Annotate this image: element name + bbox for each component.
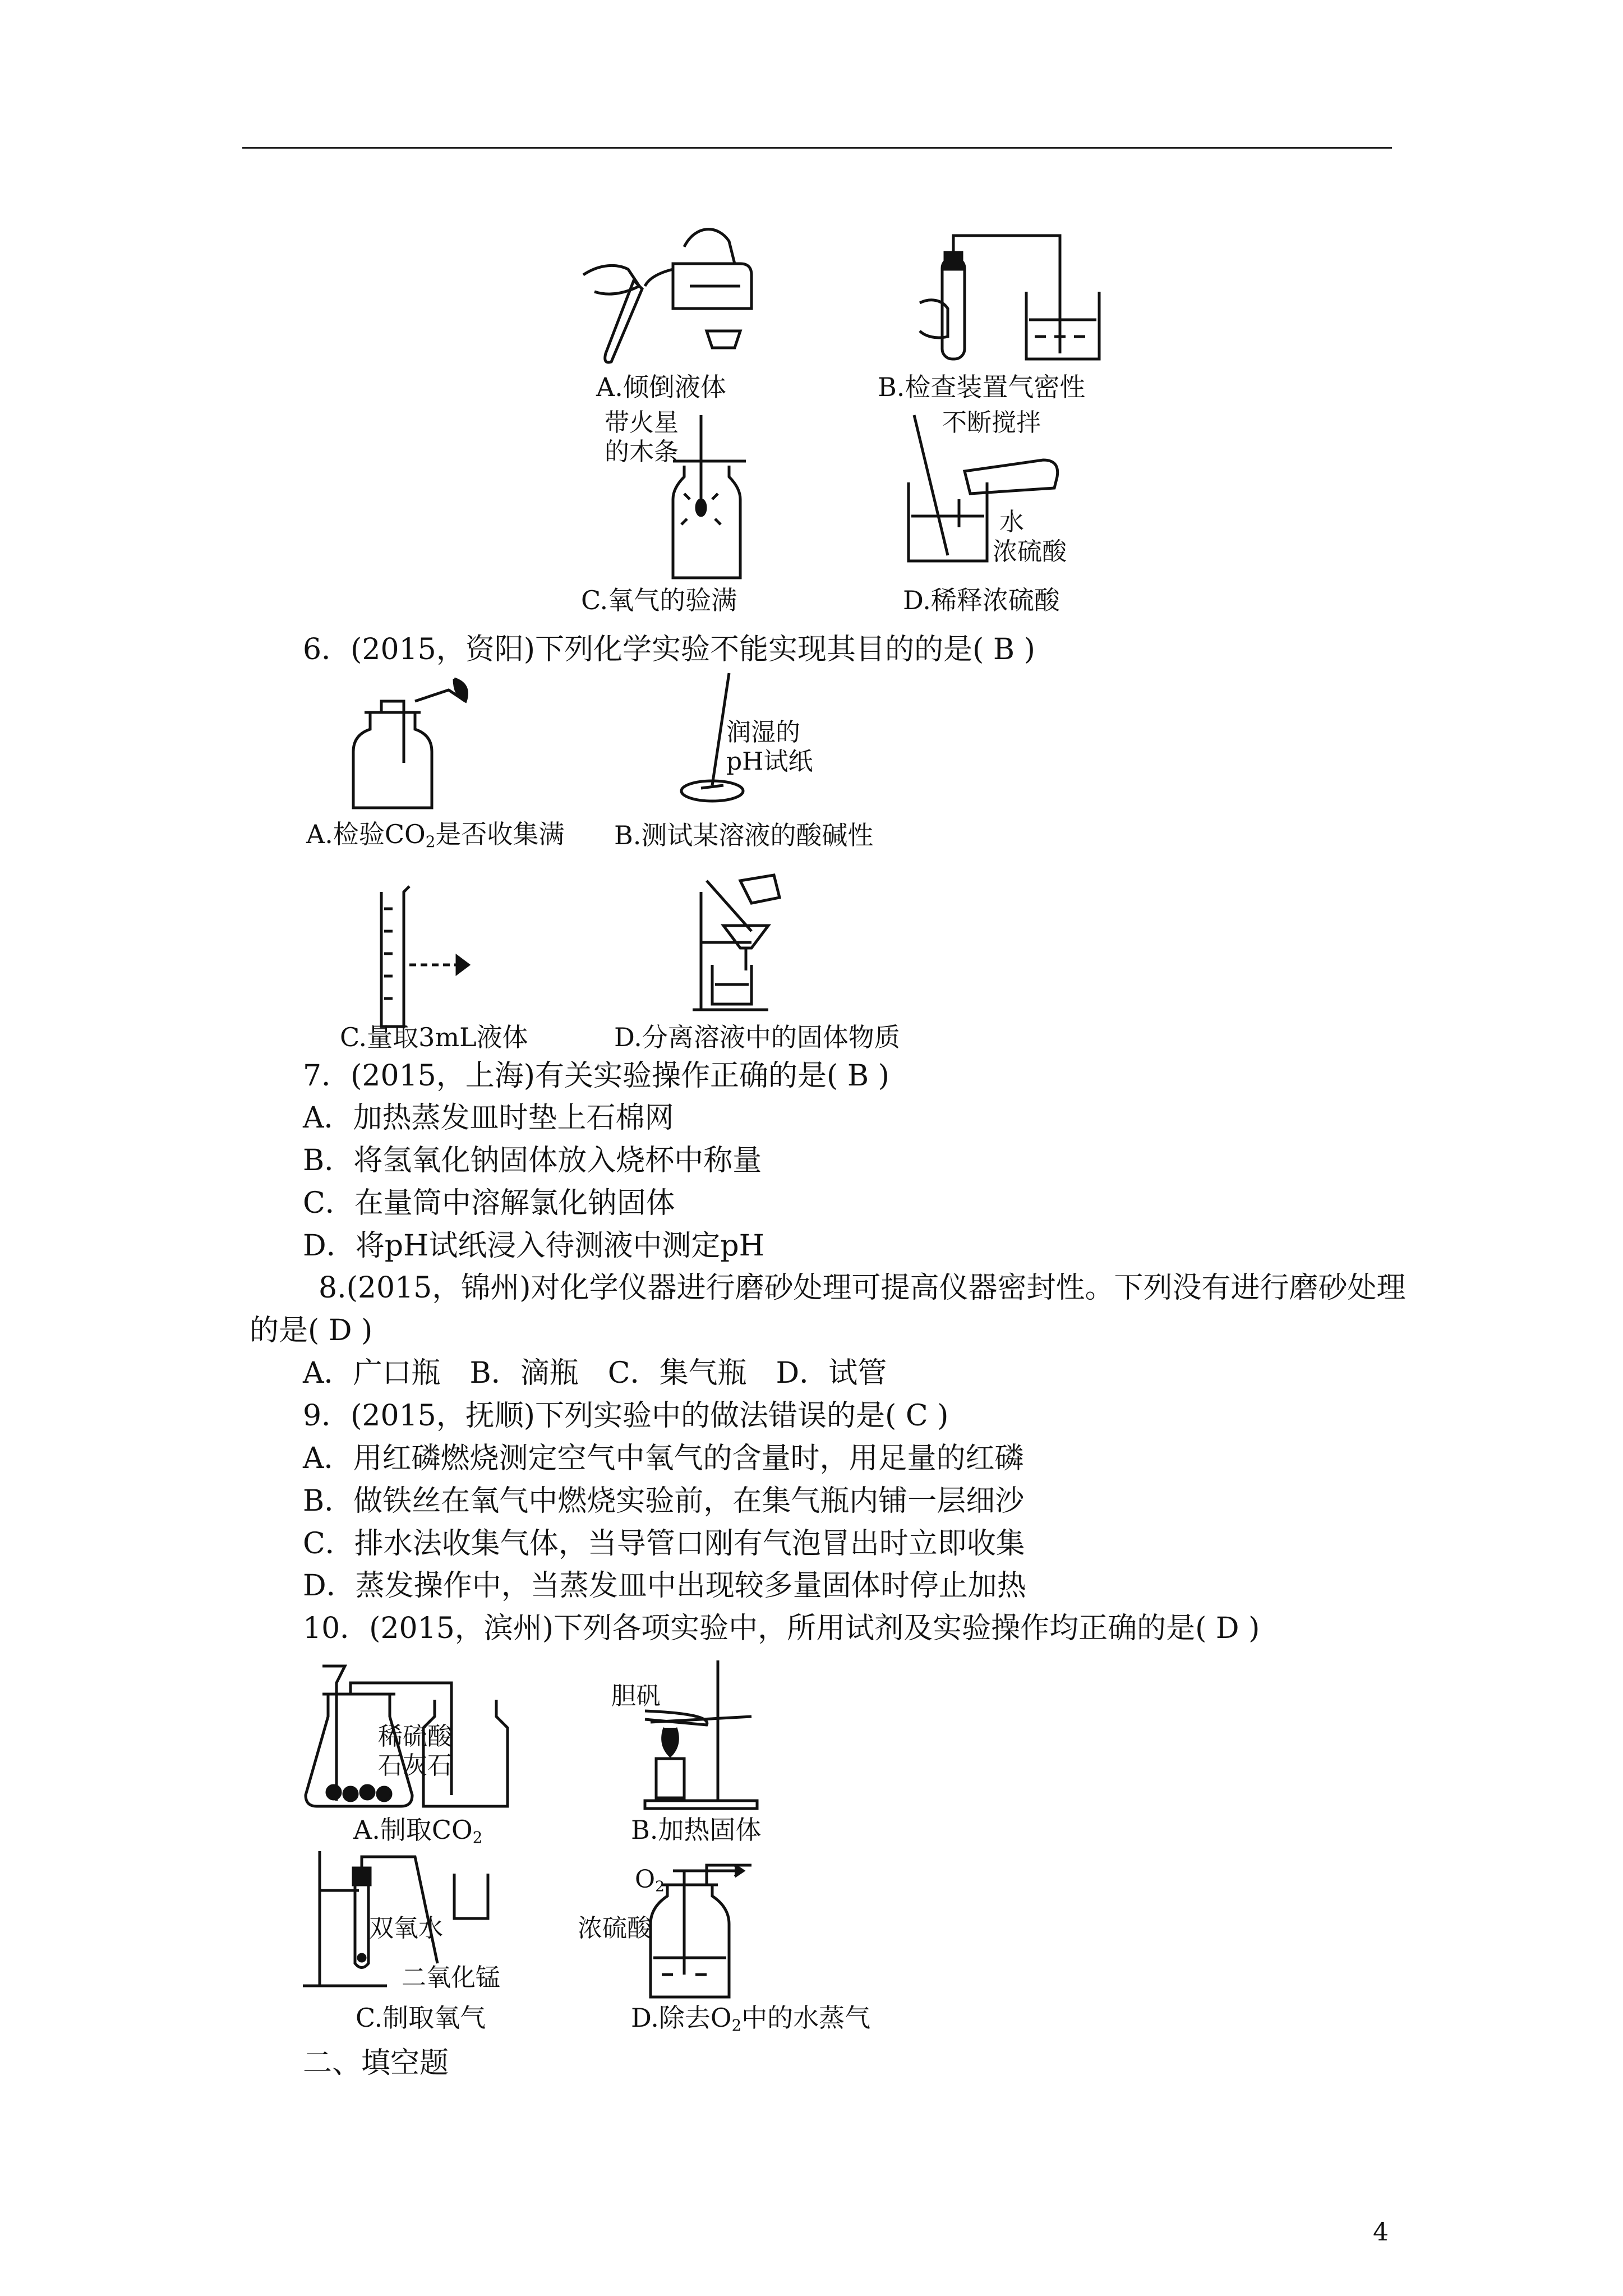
question-8-line2: 的是( D ) xyxy=(250,1314,373,1347)
caption-q5-c: C.氧气的验满 xyxy=(581,585,737,615)
figure-pouring-liquid xyxy=(572,202,763,370)
caption-q10-a: A.制取$CO_2$ xyxy=(353,1815,483,1847)
caption-q5-d: D.稀释浓硫酸 xyxy=(903,585,1060,615)
label-mno2: 二氧化锰 xyxy=(402,1963,500,1992)
figure-measure-liquid xyxy=(359,886,482,1032)
q7-option-c: C．在量筒中溶解氯化钠固体 xyxy=(303,1186,675,1220)
question-8-line1: 8.(2015，锦州)对化学仪器进行磨砂处理可提高仪器密封性。下列没有进行磨砂处理 xyxy=(319,1271,1406,1305)
question-10: 10．(2015，滨州)下列各项实验中，所用试剂及实验操作均正确的是( D ) xyxy=(303,1612,1260,1645)
q9-option-b: B．做铁丝在氧气中燃烧实验前，在集气瓶内铺一层细沙 xyxy=(303,1484,1025,1518)
label-ph-paper-2: pH试纸 xyxy=(726,747,813,776)
caption-q10-d: D.除去$O_2$中的水蒸气 xyxy=(631,2003,871,2035)
label-ph-paper-1: 润湿的 xyxy=(726,718,800,747)
label-dilute-acid: 稀硫酸 xyxy=(378,1722,452,1751)
section-heading: 二、填空题 xyxy=(303,2046,449,2080)
figure-heat-solid xyxy=(639,1660,785,1812)
label-stir: 不断搅拌 xyxy=(942,408,1041,437)
figure-airtightness-check xyxy=(914,224,1127,365)
question-9: 9．(2015，抚顺)下列实验中的做法错误的是( C ) xyxy=(303,1399,949,1433)
q7-option-d: D．将pH试纸浸入待测液中测定pH xyxy=(303,1229,764,1263)
figure-oxygen-full-test xyxy=(651,415,791,583)
q7-option-b: B．将氢氧化钠固体放入烧杯中称量 xyxy=(303,1144,762,1177)
page-number: 4 xyxy=(1373,2218,1389,2247)
header-rule xyxy=(242,147,1392,149)
caption-q6-d: D.分离溶液中的固体物质 xyxy=(614,1022,900,1052)
caption-q6-c: C.量取3mL液体 xyxy=(340,1022,528,1052)
label-limestone: 石灰石 xyxy=(378,1751,452,1780)
q7-option-a: A．加热蒸发皿时垫上石棉网 xyxy=(303,1101,674,1135)
label-o2: $O_2$ xyxy=(635,1865,665,1895)
figure-dry-oxygen xyxy=(639,1862,830,2008)
label-glowing-splint-1: 带火星 xyxy=(605,408,679,437)
caption-q6-b: B.测试某溶液的酸碱性 xyxy=(614,820,874,850)
caption-q10-c: C.制取氧气 xyxy=(356,2003,486,2033)
q9-option-c: C．排水法收集气体，当导管口刚有气泡冒出时立即收集 xyxy=(303,1527,1025,1561)
q9-option-a: A．用红磷燃烧测定空气中氧气的含量时，用足量的红磷 xyxy=(303,1442,1024,1475)
figure-co2-test xyxy=(314,679,482,813)
label-water: 水 xyxy=(999,508,1024,536)
figure-filtration xyxy=(690,875,836,1015)
caption-q5-a: A.倾倒液体 xyxy=(596,372,726,402)
caption-q10-b: B.加热固体 xyxy=(631,1815,762,1845)
question-6: 6．(2015，资阳)下列化学实验不能实现其目的的是( B ) xyxy=(303,633,1035,666)
q9-option-d: D．蒸发操作中，当蒸发皿中出现较多量固体时停止加热 xyxy=(303,1569,1026,1603)
label-h2o2: 双氧水 xyxy=(369,1914,443,1943)
label-conc-acid: 浓硫酸 xyxy=(993,537,1067,566)
caption-q5-b: B.检查装置气密性 xyxy=(878,372,1086,402)
question-7: 7．(2015，上海)有关实验操作正确的是( B ) xyxy=(303,1059,889,1093)
caption-q6-a: A.检验$CO_2$是否收集满 xyxy=(306,819,565,851)
label-conc-acid-d: 浓硫酸 xyxy=(578,1914,652,1943)
q8-options: A．广口瓶 B．滴瓶 C．集气瓶 D．试管 xyxy=(303,1356,887,1390)
label-glowing-splint-2: 的木条 xyxy=(605,438,679,466)
label-bluestone: 胆矾 xyxy=(611,1682,661,1710)
